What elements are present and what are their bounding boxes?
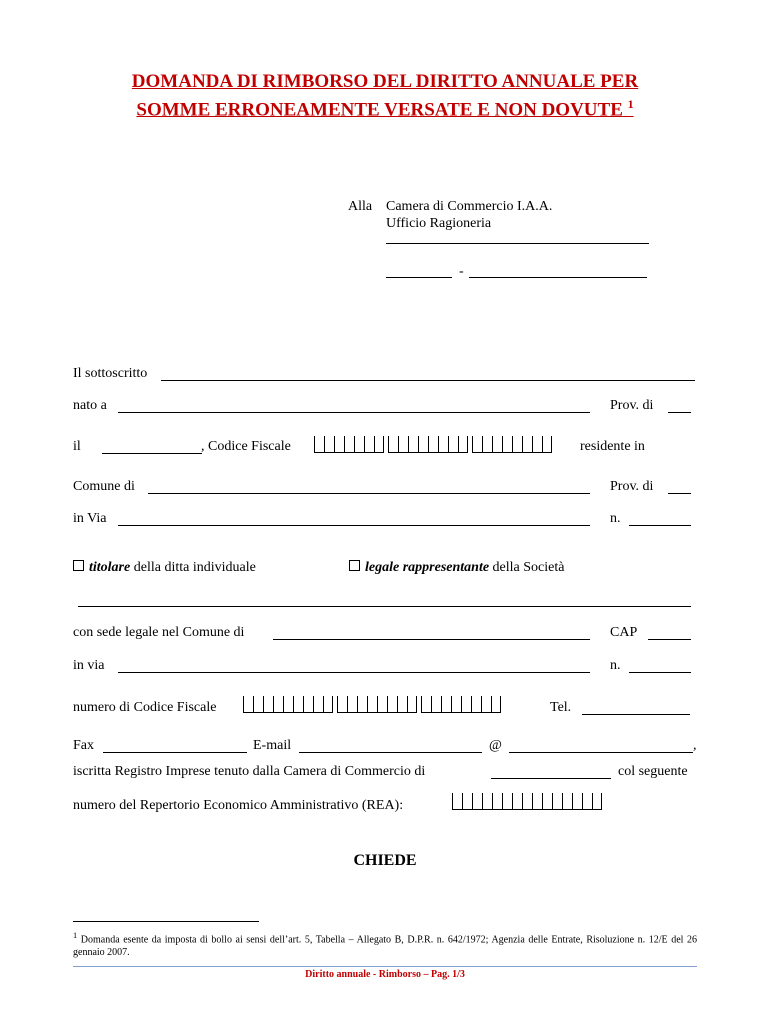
label-in-via: in Via: [73, 511, 107, 526]
label-rea: numero del Repertorio Economico Amministrativo (REA):: [73, 798, 404, 813]
addressee-line-1: Camera di Commercio I.A.A.: [386, 199, 553, 214]
checkbox-legale-rappresentante[interactable]: [349, 560, 360, 571]
addressee-prefix: Alla: [348, 199, 373, 214]
checkbox-titolare[interactable]: [73, 560, 84, 571]
footnote-text: Domanda esente da imposta di bollo ai sensi dell’art. 5, Tabella – Allegato B, D.P.R. n. 642/1972; Agenzia delle Entrate, Risoluzione n. 12/E del 26 gennaio 2007.: [73, 934, 698, 959]
field-comune-di[interactable]: [148, 493, 590, 494]
label-iscritta: iscritta Registro Imprese tenuto dalla Camera di Commercio di: [73, 764, 426, 779]
label-cap: CAP: [610, 625, 638, 640]
label-n: n.: [610, 511, 621, 526]
label-n-2: n.: [610, 658, 621, 673]
label-prov-di-2: Prov. di: [610, 479, 654, 494]
footnote: [73, 929, 697, 959]
field-sottoscritto[interactable]: [161, 380, 695, 381]
footnote-separator: [73, 921, 259, 922]
page-footer: Diritto annuale - Rimborso – Pag. 1/3: [305, 969, 465, 980]
field-data-nascita[interactable]: [102, 453, 202, 454]
label-residente-in: residente in: [580, 439, 645, 454]
field-prov-di-2[interactable]: [668, 493, 691, 494]
legale-rest: della Società: [489, 560, 565, 575]
field-email-user[interactable]: [299, 752, 482, 753]
field-numero-cf-boxes[interactable]: [243, 697, 501, 713]
title-line-1: DOMANDA DI RIMBORSO DEL DIRITTO ANNUALE PER: [131, 71, 639, 92]
label-comma: ,: [693, 738, 697, 753]
field-rea-boxes[interactable]: [452, 794, 602, 810]
label-in-via-2: in via: [73, 658, 105, 673]
chiede-heading: CHIEDE: [353, 852, 417, 869]
field-fax[interactable]: [103, 752, 247, 753]
footnote-number: 1: [73, 931, 78, 940]
option-legale-rappresentante[interactable]: [349, 560, 564, 576]
field-camera-commercio[interactable]: [491, 778, 611, 779]
label-codice-fiscale: , Codice Fiscale: [201, 439, 291, 454]
field-cap[interactable]: [648, 639, 691, 640]
field-prov-di[interactable]: [668, 412, 691, 413]
label-tel: Tel.: [550, 700, 572, 715]
label-prov-di: Prov. di: [610, 398, 654, 413]
field-email-domain[interactable]: [509, 752, 693, 753]
titolare-rest: della ditta individuale: [130, 560, 256, 575]
label-comune-di: Comune di: [73, 479, 135, 494]
label-nato-a: nato a: [73, 398, 107, 413]
title-line-2: [0, 93, 770, 121]
legale-bold: legale rappresentante: [365, 560, 490, 575]
title-footnote-ref: 1: [627, 97, 634, 111]
field-n[interactable]: [629, 525, 691, 526]
option-titolare[interactable]: [73, 560, 256, 576]
titolare-bold: titolare: [89, 560, 131, 575]
label-email: E-mail: [253, 738, 292, 753]
footer-rule: [73, 966, 697, 967]
field-in-via[interactable]: [118, 525, 590, 526]
field-tel[interactable]: [582, 714, 690, 715]
label-sede-legale: con sede legale nel Comune di: [73, 625, 245, 640]
field-ditta-societa[interactable]: [78, 606, 691, 607]
label-at: @: [489, 738, 502, 753]
addressee-cap-line[interactable]: [386, 277, 452, 278]
title-line-2-text: SOMME ERRONEAMENTE VERSATE E NON DOVUTE: [136, 99, 623, 121]
field-in-via-2[interactable]: [118, 672, 590, 673]
addressee-address-line[interactable]: [469, 277, 647, 278]
label-il: il: [73, 439, 81, 454]
field-nato-a[interactable]: [118, 412, 590, 413]
label-sottoscritto: Il sottoscritto: [73, 366, 148, 381]
addressee-city-line[interactable]: [386, 243, 649, 244]
label-numero-cf: numero di Codice Fiscale: [73, 700, 217, 715]
field-n-2[interactable]: [629, 672, 691, 673]
label-fax: Fax: [73, 738, 94, 753]
addressee-line-2: Ufficio Ragioneria: [386, 216, 492, 231]
label-col-seguente: col seguente: [618, 764, 688, 779]
field-codice-fiscale-boxes[interactable]: [314, 437, 552, 453]
addressee-dash: -: [459, 264, 464, 279]
field-sede-legale[interactable]: [273, 639, 590, 640]
